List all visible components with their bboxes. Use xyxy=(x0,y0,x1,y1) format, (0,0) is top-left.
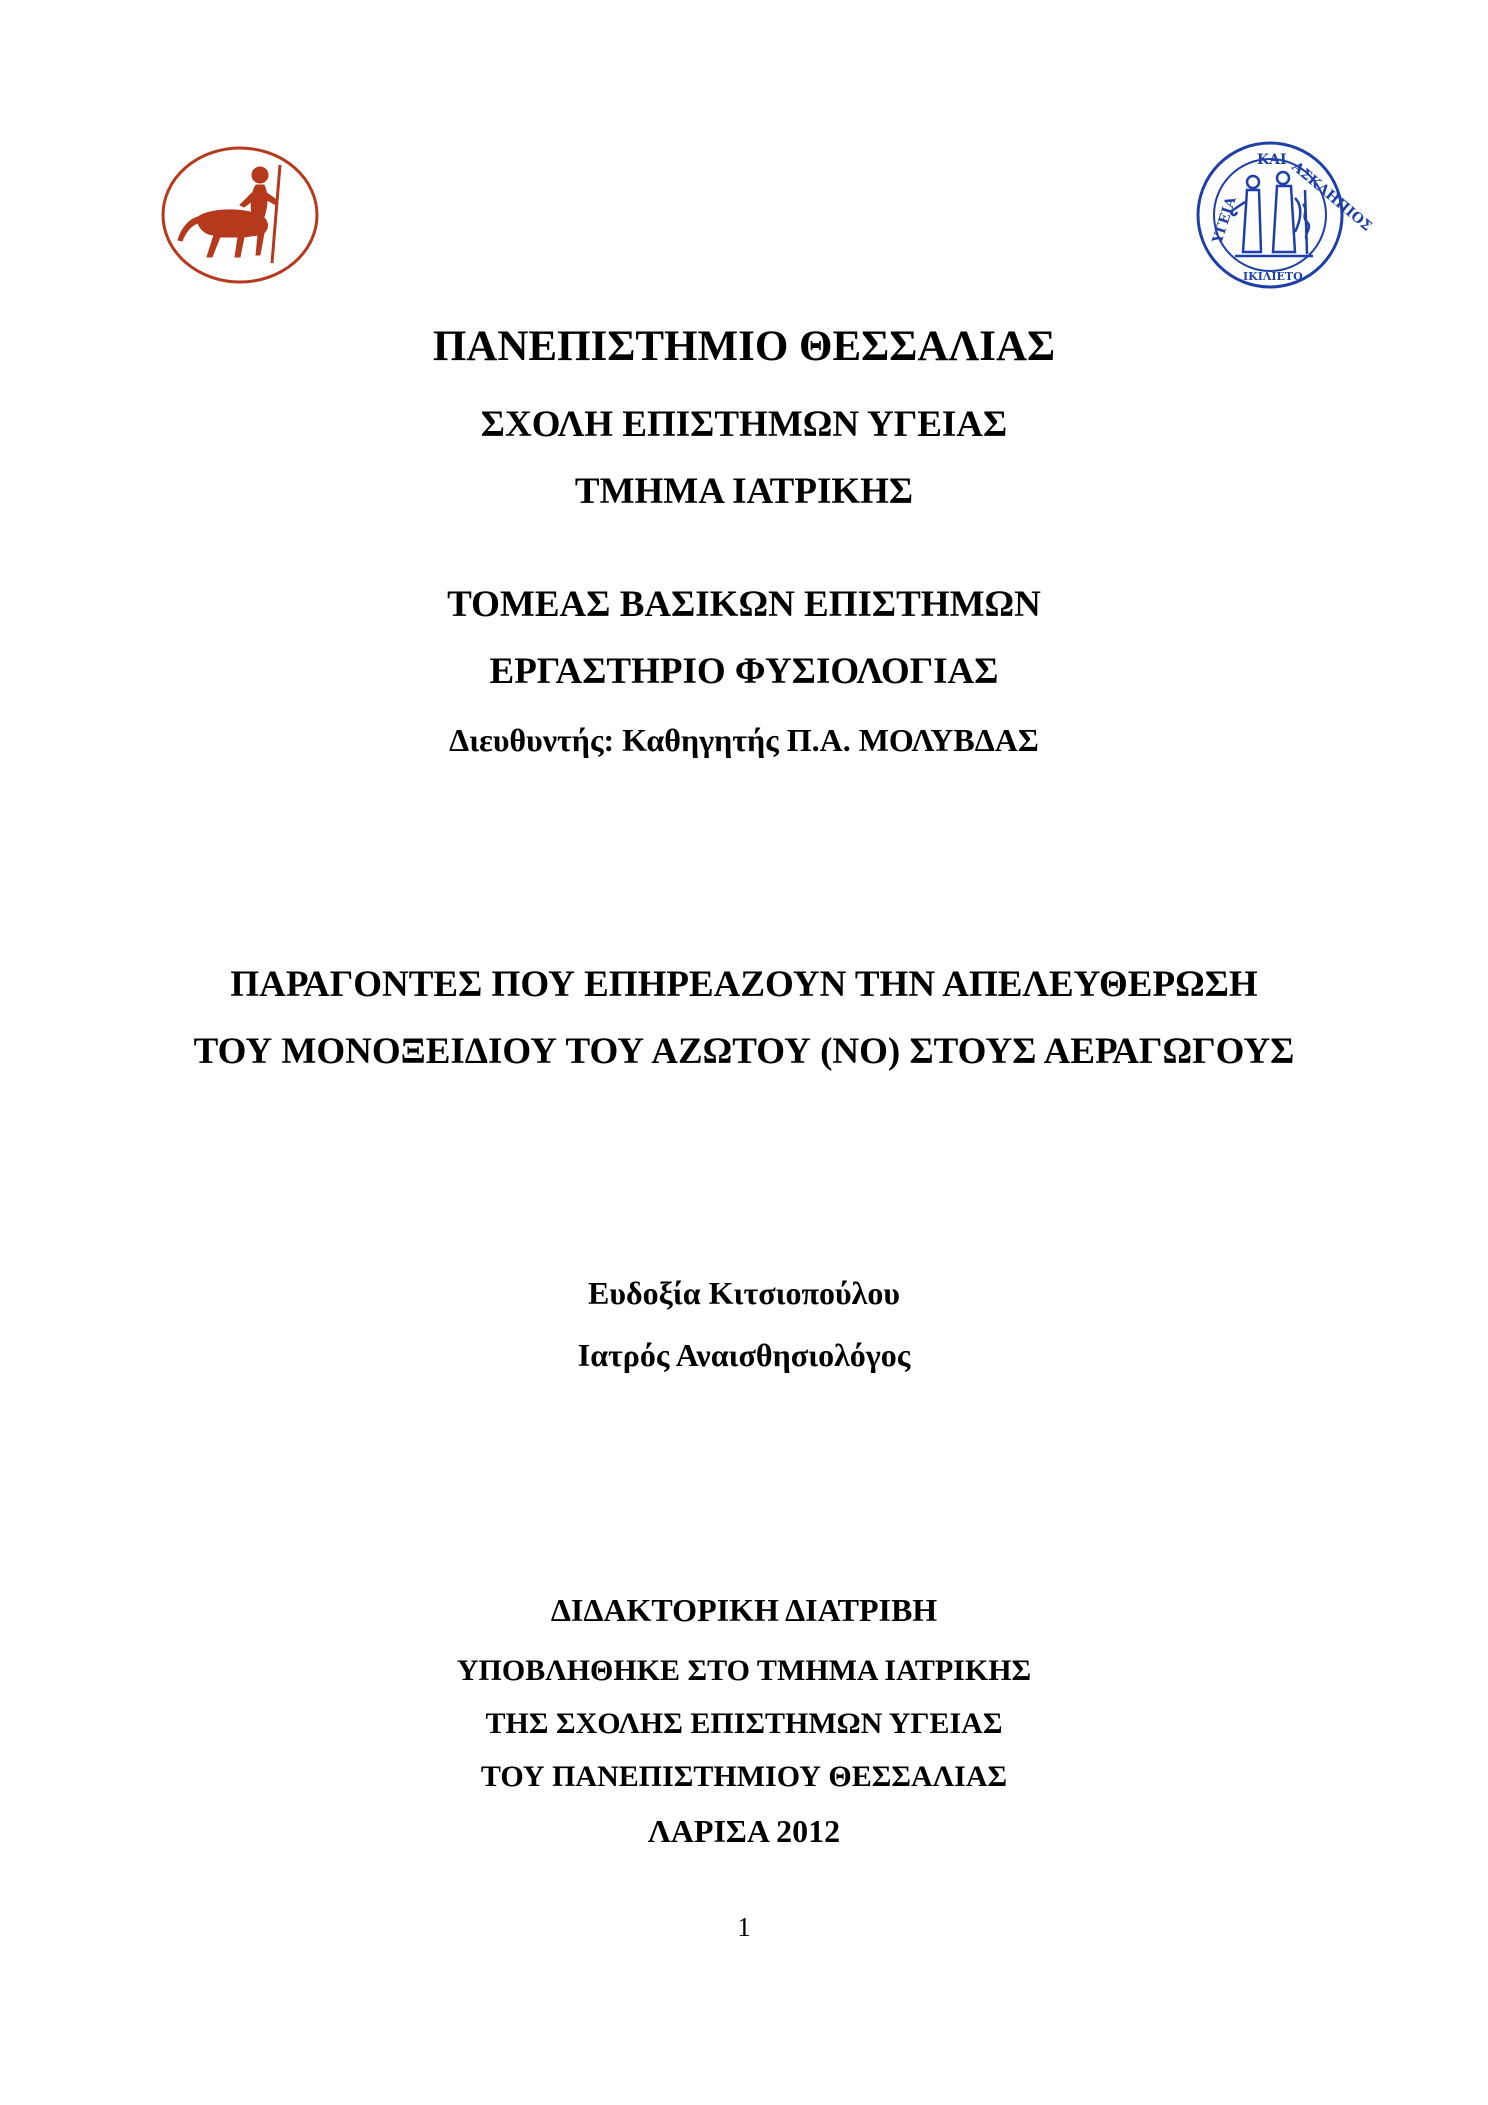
page-number: 1 xyxy=(737,1912,751,1942)
director-line: Διευθυντής: Καθηγητής Π.Α. ΜΟΛΥΒΔΑΣ xyxy=(449,722,1039,758)
thesis-title-line1: ΠΑΡΑΓΟΝΤΕΣ ΠΟΥ ΕΠΗΡΕΑΖΟΥΝ ΤΗΝ ΑΠΕΛΕΥΘΕΡΩΣΗ xyxy=(230,964,1258,1005)
centaur-seal-icon xyxy=(160,145,320,285)
place-year: ΛΑΡΙΣΑ 2012 xyxy=(647,1813,841,1849)
seal-text-right: ΑΣΚΛΗΠΙΟΣ xyxy=(1288,158,1375,235)
sector-name: ΤΟΜΕΑΣ ΒΑΣΙΚΩΝ ΕΠΙΣΤΗΜΩΝ xyxy=(447,584,1041,625)
school-name: ΣΧΟΛΗ ΕΠΙΣΤΗΜΩΝ ΥΓΕΙΑΣ xyxy=(480,404,1008,445)
seal-text-top: ΚΑΙ xyxy=(1257,152,1287,168)
submitted-line2: ΤΗΣ ΣΧΟΛΗΣ ΕΠΙΣΤΗΜΩΝ ΥΓΕΙΑΣ xyxy=(485,1707,1003,1740)
asclepius-hygieia-seal-icon xyxy=(1195,140,1375,290)
author-role: Ιατρός Αναισθησιολόγος xyxy=(577,1337,911,1373)
department-name: ΤΜΗΜΑ ΙΑΤΡΙΚΗΣ xyxy=(574,471,914,512)
thesis-type: ΔΙΔΑΚΤΟΡΙΚΗ ΔΙΑΤΡΙΒΗ xyxy=(550,1592,938,1628)
seal-text-left: ΥΓΕΙΑ xyxy=(1209,194,1240,246)
submitted-line1: ΥΠΟΒΛΗΘΗΚΕ ΣΤΟ ΤΜΗΜΑ ΙΑΤΡΙΚΗΣ xyxy=(456,1654,1032,1687)
thesis-title-line2: ΤΟΥ ΜΟΝΟΞΕΙΔΙΟΥ ΤΟΥ ΑΖΩΤΟΥ (ΝΟ) ΣΤΟΥΣ ΑΕΡΑΓΩΓΟΥΣ xyxy=(193,1031,1295,1072)
lab-name: ΕΡΓΑΣΤΗΡΙΟ ΦΥΣΙΟΛΟΓΙΑΣ xyxy=(489,651,999,692)
author-name: Ευδοξία Κιτσιοπούλου xyxy=(588,1275,900,1311)
seal-text-bottom: ΙΚΙΛΙΕΤΟ xyxy=(1243,270,1303,283)
university-name: ΠΑΝΕΠΙΣΤΗΜΙΟ ΘΕΣΣΑΛΙΑΣ xyxy=(432,323,1056,370)
submitted-line3: ΤΟΥ ΠΑΝΕΠΙΣΤΗΜΙΟΥ ΘΕΣΣΑΛΙΑΣ xyxy=(480,1760,1008,1793)
